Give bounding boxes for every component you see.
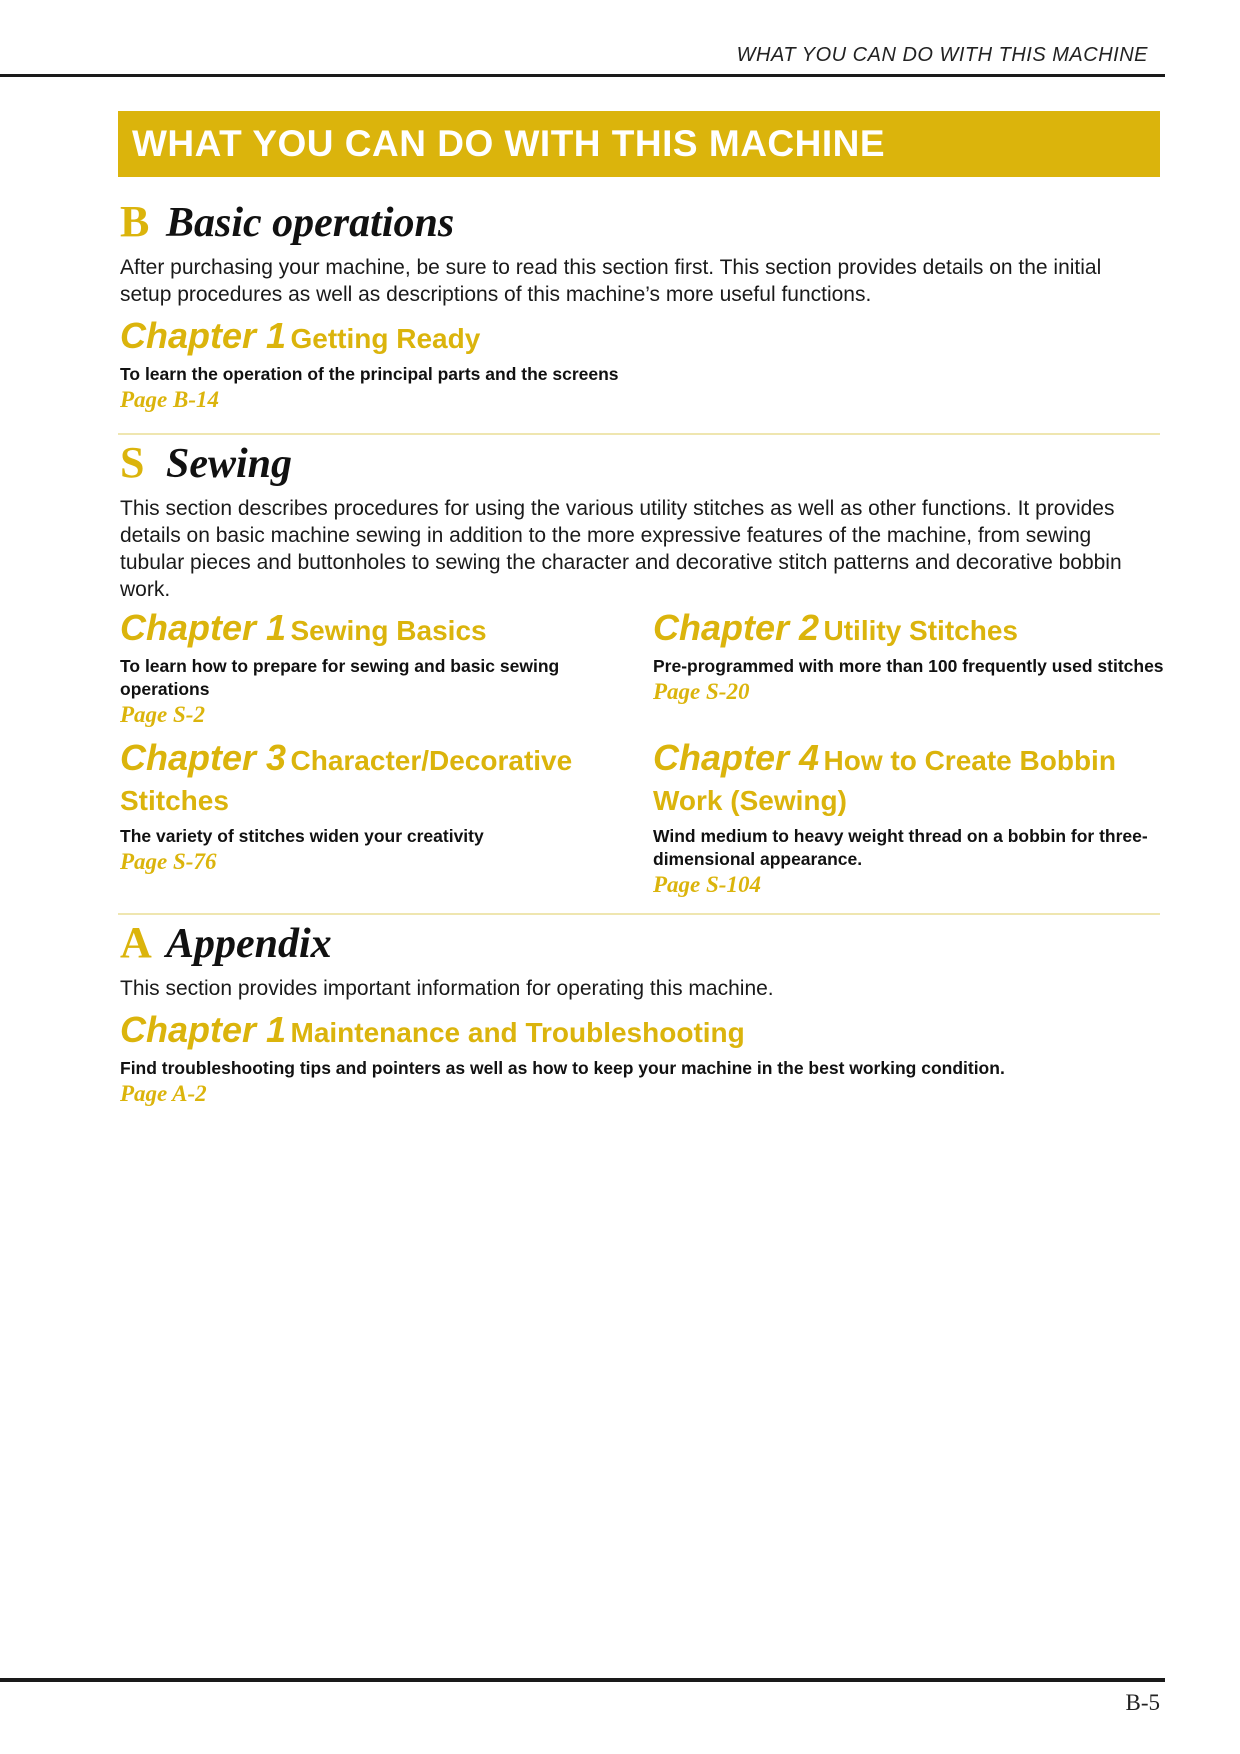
chapter-sewing-4	[653, 737, 1153, 899]
section-letter: A	[120, 918, 152, 967]
section-heading	[120, 917, 1160, 969]
chapter-name: Character/Decorative Stitches	[120, 745, 573, 816]
page-reference-link[interactable]: Page S-20	[653, 679, 750, 704]
chapter-description: Find troubleshooting tips and pointers as well as how to keep your machine in the best working condition.	[120, 1058, 1005, 1078]
chapter-number: Chapter 1	[120, 607, 287, 648]
page-reference-link[interactable]: Page A-2	[120, 1081, 207, 1106]
section-description: After purchasing your machine, be sure to read this section first. This section provides details on the initial setup procedures as well as descriptions of this machine’s more useful functions.	[120, 256, 1102, 306]
section-appendix	[120, 917, 1160, 1002]
chapter-number: Chapter 2	[653, 607, 820, 648]
page-reference-link[interactable]: Page S-76	[120, 849, 217, 874]
chapter-description: Pre-programmed with more than 100 frequently used stitches	[653, 656, 1164, 676]
chapter-description: To learn the operation of the principal parts and the screens	[120, 364, 619, 384]
section-heading	[120, 437, 1160, 489]
chapter-name: Maintenance and Troubleshooting	[290, 1017, 745, 1048]
running-head: WHAT YOU CAN DO WITH THIS MACHINE	[736, 44, 1148, 66]
chapter-name: How to Create Bobbin Work (Sewing)	[653, 745, 1116, 816]
chapter-heading	[120, 315, 820, 361]
section-heading	[120, 196, 1160, 248]
chapter-heading	[653, 737, 1153, 823]
chapter-sewing-2	[653, 607, 1173, 706]
section-divider	[118, 913, 1160, 915]
section-divider	[118, 433, 1160, 435]
section-letter: S	[120, 438, 145, 487]
page-title-banner: WHAT YOU CAN DO WITH THIS MACHINE	[118, 111, 1160, 177]
chapter-number: Chapter 3	[120, 737, 287, 778]
page-reference-link[interactable]: Page S-2	[120, 702, 205, 727]
chapter-heading	[120, 737, 620, 823]
chapter-name: Sewing Basics	[290, 615, 487, 646]
section-title: Sewing	[166, 441, 293, 487]
section-description: This section provides important information for operating this machine.	[120, 977, 774, 1000]
chapter-description: Wind medium to heavy weight thread on a bobbin for three-dimensional appearance.	[653, 826, 1148, 869]
page-reference-link[interactable]: Page S-104	[653, 872, 761, 897]
chapter-heading	[120, 1009, 1160, 1055]
chapter-sewing-1	[120, 607, 640, 729]
chapter-heading	[653, 607, 1173, 653]
section-description: This section describes procedures for using the various utility stitches as well as other functions. It provides details on basic machine sewing in addition to the more expressive features of the machine, from sewing tubular pieces and buttonholes to sewing the character and decorative stitch patterns and decorative bobbin work.	[120, 497, 1122, 601]
chapter-heading	[120, 607, 640, 653]
chapter-number: Chapter 4	[653, 737, 820, 778]
section-letter: B	[120, 197, 150, 246]
section-sewing	[120, 437, 1160, 603]
chapter-sewing-3	[120, 737, 620, 876]
chapter-name: Getting Ready	[290, 323, 481, 354]
chapter-description: To learn how to prepare for sewing and basic sewing operations	[120, 656, 560, 699]
page-reference-link[interactable]: Page B-14	[120, 387, 220, 412]
chapter-basic-1	[120, 315, 820, 414]
section-basic-operations	[120, 196, 1160, 308]
chapter-appendix-1	[120, 1009, 1160, 1108]
chapter-description: The variety of stitches widen your creativity	[120, 826, 484, 846]
page-number: B-5	[1125, 1690, 1160, 1715]
section-title: Appendix	[166, 921, 332, 967]
section-title: Basic operations	[166, 200, 455, 246]
bottom-rule	[0, 1678, 1165, 1682]
top-rule	[0, 74, 1165, 77]
chapter-name: Utility Stitches	[823, 615, 1018, 646]
chapter-number: Chapter 1	[120, 315, 287, 356]
chapter-number: Chapter 1	[120, 1009, 287, 1050]
